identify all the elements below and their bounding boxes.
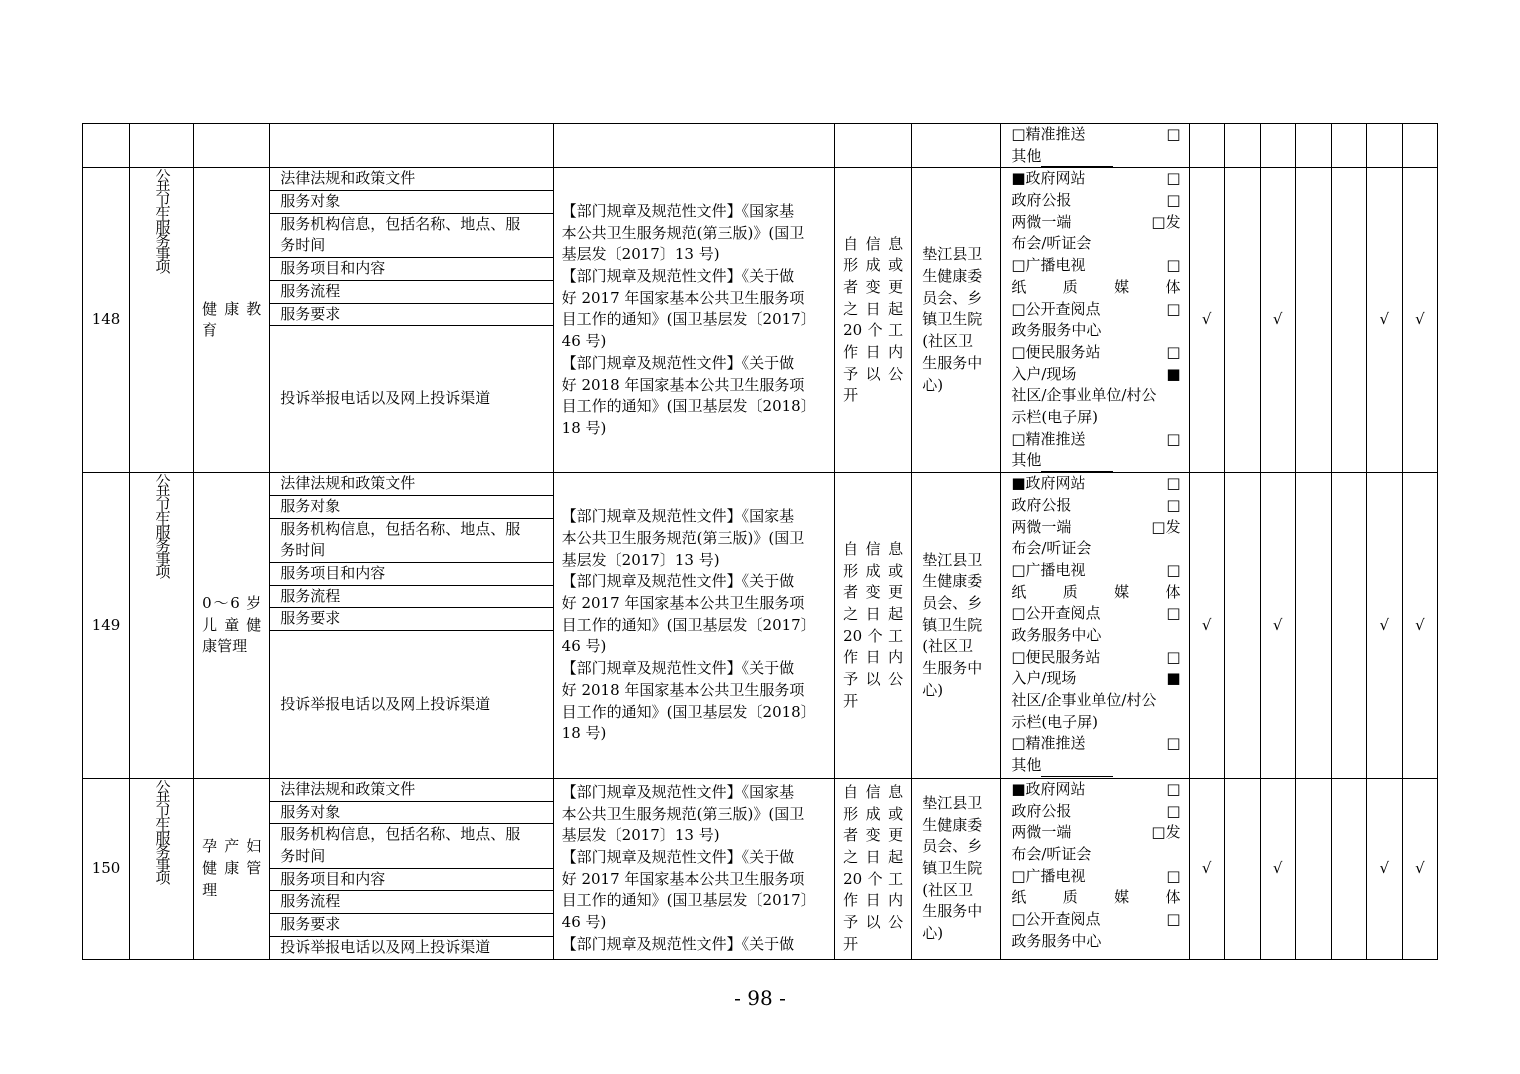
category-cell: 公共卫生服务事项 [130, 168, 194, 473]
disclosure-subject: 垫江县卫 生健康委 员会、乡 镇卫生院 (社区卫 生服务中 心) [912, 473, 1001, 779]
check-mark: √ [1189, 168, 1224, 473]
disclosure-time: 自信息 形成或 者变更 之日起 20个工 作日内 予以公 开 [835, 168, 912, 473]
item-title: 孕产妇 健康管 理 [194, 779, 270, 960]
row-number: 148 [83, 168, 130, 473]
category-cell: 公共卫生服务事项 [130, 473, 194, 779]
check-mark: √ [1260, 168, 1295, 473]
page-number: - 98 - [734, 986, 786, 1010]
disclosure-subject: 垫江县卫 生健康委 员会、乡 镇卫生院 (社区卫 生服务中 心) [912, 779, 1001, 960]
item-title: 0～6 岁 儿童健 康管理 [194, 473, 270, 779]
legal-basis: 【部门规章及规范性文件】《国家基 本公共卫生服务规范(第三版)》(国卫 基层发〔2017〕13 号) 【部门规章及规范性文件】《关于做 好 2017 年国家基本公共卫生服务项 目工作的通知》(国卫基层发〔2017〕 46 号) 【部门规章及规范性文件】《关于做 好 2018 年国家基本公共卫生服务项 目工作的通知》(国卫基层发〔2018〕 18 号) [553, 168, 834, 473]
row-number: 149 [83, 473, 130, 779]
table-row [83, 168, 1438, 473]
check-mark: √ [1189, 779, 1224, 960]
item-title: 健康教 育 [194, 168, 270, 473]
check-mark: √ [1402, 779, 1437, 960]
check-mark: √ [1366, 473, 1402, 779]
legal-basis: 【部门规章及规范性文件】《国家基 本公共卫生服务规范(第三版)》(国卫 基层发〔2017〕13 号) 【部门规章及规范性文件】《关于做 好 2017 年国家基本公共卫生服务项 目工作的通知》(国卫基层发〔2017〕 46 号) 【部门规章及规范性文件】《关于做 好 2018 年国家基本公共卫生服务项 目工作的通知》(国卫基层发〔2018〕 18 号) [553, 473, 834, 779]
disclosure-time: 自信息 形成或 者变更 之日起 20个工 作日内 予以公 开 [835, 473, 912, 779]
channels-cell: □精准推送 □ 其他 [1001, 124, 1189, 168]
check-mark: √ [1366, 168, 1402, 473]
table-row [83, 779, 1438, 960]
channels-cell: ■政府网站 □ 政府公报 □ 两微一端 □发 布会/听证会 □广播电视 □ 纸 质 媒 体 □公开查阅点 □ 政务服务中心 □便民服务站 □ 入户/现场 ■ 社区/企事业单位/村公 示栏(电子屏) □精准推送 □ 其他 [1001, 473, 1189, 779]
legal-basis: 【部门规章及规范性文件】《国家基 本公共卫生服务规范(第三版)》(国卫 基层发〔2017〕13 号) 【部门规章及规范性文件】《关于做 好 2017 年国家基本公共卫生服务项 目工作的通知》(国卫基层发〔2017〕 46 号) 【部门规章及规范性文件】《关于做 [553, 779, 834, 960]
check-mark: √ [1260, 473, 1295, 779]
check-mark: √ [1189, 473, 1224, 779]
check-mark: √ [1402, 168, 1437, 473]
channels-cell: ■政府网站 □ 政府公报 □ 两微一端 □发 布会/听证会 □广播电视 □ 纸 质 媒 体 □公开查阅点 □ 政务服务中心 [1001, 779, 1189, 960]
check-mark: √ [1402, 473, 1437, 779]
table-row [83, 124, 1438, 168]
check-mark: √ [1366, 779, 1402, 960]
disclosure-table [82, 123, 1438, 960]
content-list: 法律法规和政策文件 服务对象 服务机构信息，包括名称、地点、服 务时间 服务项目和内容 服务流程 服务要求 投诉举报电话以及网上投诉渠道 [270, 168, 553, 473]
content-list: 法律法规和政策文件 服务对象 服务机构信息，包括名称、地点、服 务时间 服务项目和内容 服务流程 服务要求 投诉举报电话以及网上投诉渠道 [270, 473, 553, 779]
check-mark: √ [1260, 779, 1295, 960]
disclosure-subject: 垫江县卫 生健康委 员会、乡 镇卫生院 (社区卫 生服务中 心) [912, 168, 1001, 473]
disclosure-time: 自信息 形成或 者变更 之日起 20个工 作日内 予以公 开 [835, 779, 912, 960]
content-list: 法律法规和政策文件 服务对象 服务机构信息，包括名称、地点、服 务时间 服务项目和内容 服务流程 服务要求 投诉举报电话以及网上投诉渠道 [270, 779, 553, 960]
table-row [83, 473, 1438, 779]
row-number: 150 [83, 779, 130, 960]
category-cell: 公共卫生服务事项 [130, 779, 194, 960]
channels-cell: ■政府网站 □ 政府公报 □ 两微一端 □发 布会/听证会 □广播电视 □ 纸 质 媒 体 □公开查阅点 □ 政务服务中心 □便民服务站 □ 入户/现场 ■ 社区/企事业单位/村公 示栏(电子屏) □精准推送 □ 其他 [1001, 168, 1189, 473]
